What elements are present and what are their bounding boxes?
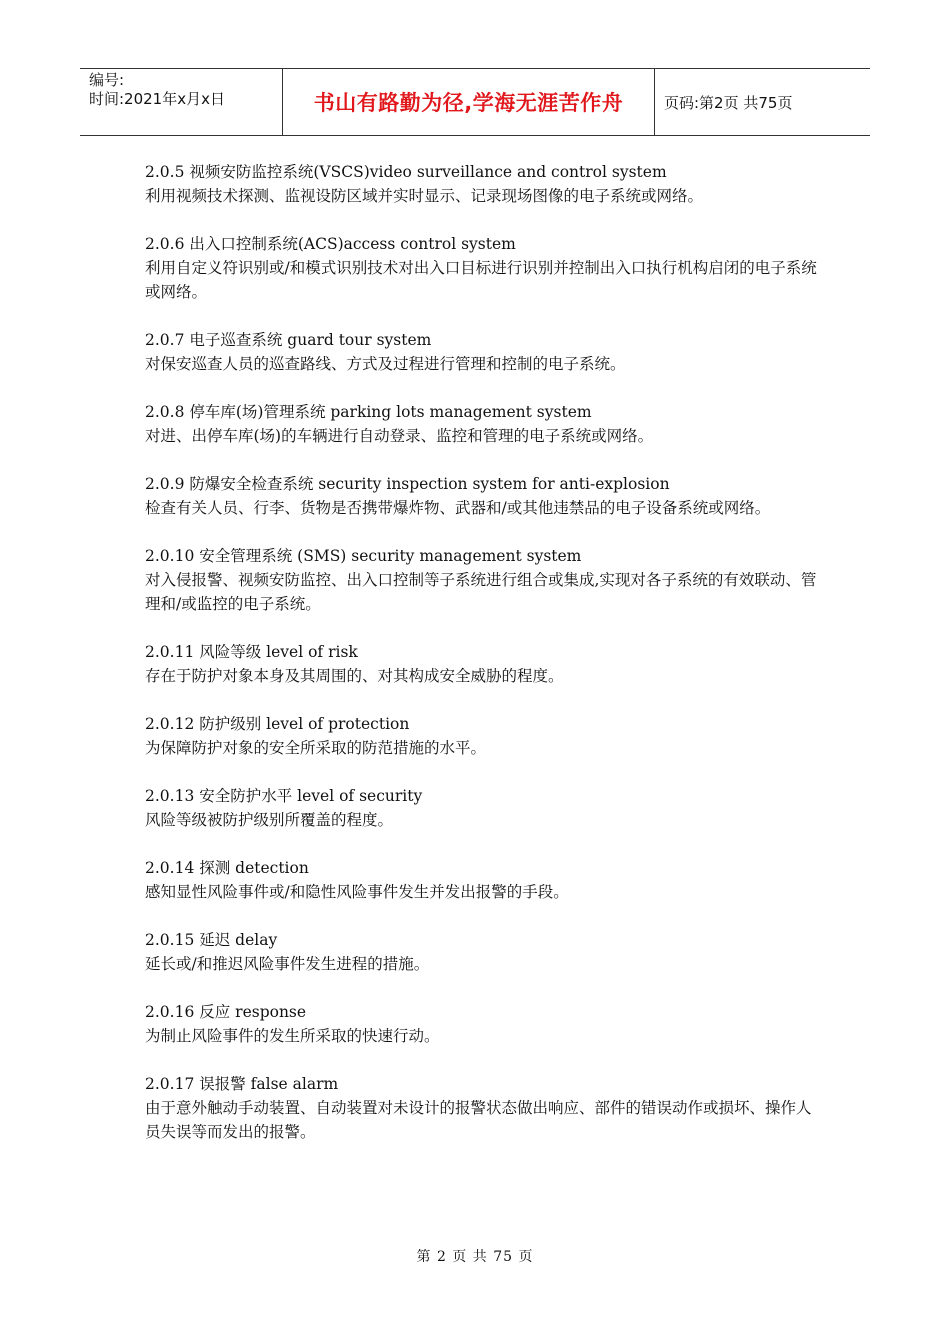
term-definition: 检查有关人员、行李、货物是否携带爆炸物、武器和/或其他违禁品的电子设备系统或网络。	[145, 499, 771, 517]
header-page-info: 页码:第2页 共75页	[664, 93, 793, 112]
term-entry	[145, 856, 825, 904]
term-title: 2.0.15 延迟 delay	[145, 931, 278, 949]
document-time-label: 时间:2021年x月x日	[89, 90, 225, 108]
term-definition: 为保障防护对象的安全所采取的防范措施的水平。	[145, 739, 487, 757]
term-definition: 由于意外触动手动装置、自动装置对未设计的报警状态做出响应、部件的错误动作或损坏、操作人员失误等而发出的报警。	[145, 1099, 812, 1141]
term-definition: 延长或/和推迟风险事件发生进程的措施。	[145, 955, 430, 973]
page-header	[80, 68, 870, 136]
term-entry	[145, 928, 825, 976]
term-entry	[145, 232, 825, 304]
term-entry	[145, 712, 825, 760]
term-entry	[145, 544, 825, 616]
term-definition: 对入侵报警、视频安防监控、出入口控制等子系统进行组合或集成,实现对各子系统的有效联动、管理和/或监控的电子系统。	[145, 571, 817, 613]
term-title: 2.0.9 防爆安全检查系统 security inspection system for anti-explosion	[145, 475, 670, 493]
document-number-label: 编号:	[89, 71, 125, 89]
term-entry	[145, 784, 825, 832]
term-definition: 风险等级被防护级别所覆盖的程度。	[145, 811, 394, 829]
term-definition: 对进、出停车库(场)的车辆进行自动登录、监控和管理的电子系统或网络。	[145, 427, 654, 445]
term-definition: 存在于防护对象本身及其周围的、对其构成安全威胁的程度。	[145, 667, 564, 685]
page-footer: 第 2 页 共 75 页	[416, 1249, 534, 1265]
term-title: 2.0.8 停车库(场)管理系统 parking lots management system	[145, 403, 592, 421]
term-title: 2.0.11 风险等级 level of risk	[145, 643, 358, 661]
term-title: 2.0.5 视频安防监控系统(VSCS)video surveillance and control system	[145, 163, 667, 181]
term-definition: 利用视频技术探测、监视设防区域并实时显示、记录现场图像的电子系统或网络。	[145, 187, 704, 205]
term-title: 2.0.17 误报警 false alarm	[145, 1075, 339, 1093]
term-title: 2.0.7 电子巡查系统 guard tour system	[145, 331, 432, 349]
term-entry	[145, 400, 825, 448]
term-title: 2.0.12 防护级别 level of protection	[145, 715, 410, 733]
term-definition: 对保安巡查人员的巡查路线、方式及过程进行管理和控制的电子系统。	[145, 355, 626, 373]
document-body	[145, 160, 825, 1168]
term-entry	[145, 640, 825, 688]
header-meta	[80, 69, 283, 135]
term-entry	[145, 472, 825, 520]
term-title: 2.0.14 探测 detection	[145, 859, 309, 877]
term-definition: 感知显性风险事件或/和隐性风险事件发生并发出报警的手段。	[145, 883, 569, 901]
term-title: 2.0.6 出入口控制系统(ACS)access control system	[145, 235, 516, 253]
term-entry	[145, 160, 825, 208]
header-motto: 书山有路勤为径,学海无涯苦作舟	[283, 69, 655, 135]
term-definition: 为制止风险事件的发生所采取的快速行动。	[145, 1027, 440, 1045]
term-entry	[145, 1000, 825, 1048]
term-title: 2.0.13 安全防护水平 level of security	[145, 787, 423, 805]
term-entry	[145, 328, 825, 376]
term-title: 2.0.10 安全管理系统 (SMS) security management system	[145, 547, 582, 565]
term-definition: 利用自定义符识别或/和模式识别技术对出入口目标进行识别并控制出入口执行机构启闭的电子系统或网络。	[145, 259, 817, 301]
term-title: 2.0.16 反应 response	[145, 1003, 307, 1021]
term-entry	[145, 1072, 825, 1144]
